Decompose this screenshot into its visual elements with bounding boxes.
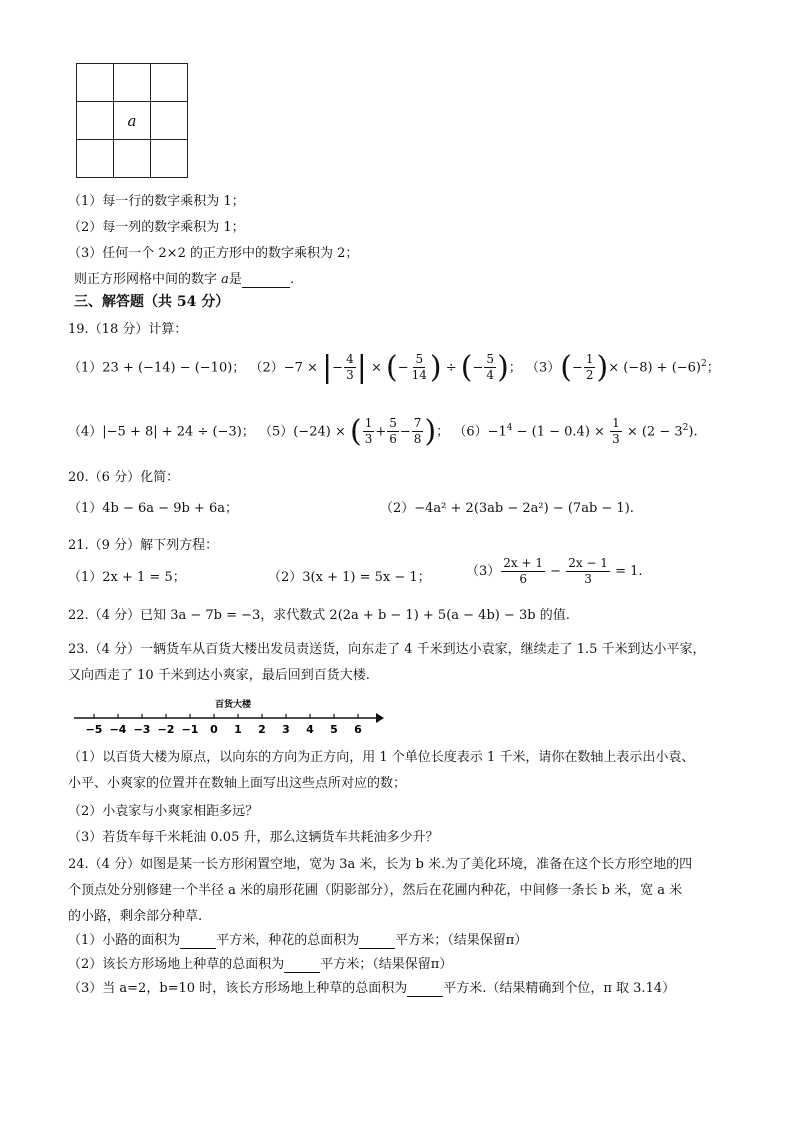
exponent: 4 (506, 423, 513, 433)
frac-num: 5 (486, 352, 495, 367)
answer-blank (180, 933, 216, 949)
q19-row2: （4）|−5 + 8| + 24 ÷ (−3)； （5）(−24) × ( $\frac{1}{3}$ + $\frac{5}{6}$ − $\frac{7}{8}$ )； $(6)-1^4 - (1 - 0.4)$ × $\frac{1}{3}$ × $(2 - 3^2)$. (68, 413, 698, 449)
fraction (484, 352, 496, 383)
q21-p3-label: （3） (466, 564, 501, 579)
paren: ) (497, 349, 509, 385)
q20-p1: （1）4b − 6a − 9b + 6a； (68, 501, 238, 516)
frac-num: 7 (413, 416, 422, 431)
q19-p2-sep: ； (508, 360, 522, 376)
q24-s2a: （2）该长方形场地上种草的总面积为 (68, 957, 285, 972)
answer-blank (407, 981, 443, 997)
q19-p1-sep: ； (232, 360, 246, 376)
q19-p4-sep: ； (241, 424, 255, 440)
q21-p2: （2）3(x + 1) = 5x − 1； (268, 570, 431, 585)
q19-p2-label: （2） (249, 360, 284, 376)
axis-tick-label: 0 (210, 723, 218, 736)
grid-cell (77, 64, 114, 102)
q19-row1: （1）23 + (−14) − (−10)； （2）−7 × |− $\frac{4}{3}$ | × (− $\frac{5}{14}$ ) ÷ (− $\frac{5}{4}$ )； （3）(− $\frac{1}{2}$ )× $(-8) + (-6)^2$； (68, 349, 720, 385)
axis-tick-label: −3 (133, 723, 151, 736)
square-grid (76, 63, 188, 178)
abs-bar: | (356, 349, 367, 385)
condition-result (74, 268, 294, 288)
q21-title: 21.（9 分）解下列方程： (68, 538, 219, 553)
q19-p3-label: （3） (525, 360, 561, 376)
axis-tick-label: 3 (282, 723, 290, 736)
q24-line2: 个顶点处分别修建一个半径 a 米的扇形花圃（阴影部分），然后在花圃内种花，中间修一条长 b 米，宽 a 米 (68, 883, 683, 898)
q19-p1-expr: 23 + (−14) − (−10) (102, 360, 233, 376)
q21-p3: （3） $\frac{2x + 1}{6}$ − $\frac{2x - 1}{3}$ = 1. (466, 556, 643, 586)
fraction (410, 352, 429, 383)
axis-tick-label: −5 (85, 723, 103, 736)
q24-s1c: 平方米；（结果保留π） (395, 933, 528, 948)
axis-tick-label: 2 (258, 723, 266, 736)
q19-p6-label: （6） (453, 424, 488, 440)
q19-p6-end: . (693, 424, 698, 440)
fraction (610, 416, 622, 447)
q19-p6-d: ) (688, 424, 694, 440)
q23-line1: 23.（4 分）一辆货车从百货大楼出发员责送货，向东走了 4 千米到达小袁家，继续走了 1.5 千米到达小平家， (68, 642, 706, 657)
q19-p4-label: （4） (68, 424, 103, 440)
q24-s3a: （3）当 a=2，b=10 时，该长方形场地上种草的总面积为 (68, 981, 408, 996)
abs-bar: | (322, 349, 333, 385)
result-var: a (221, 272, 229, 287)
frac-num: 4 (346, 352, 354, 367)
exponent: 2 (682, 423, 689, 433)
exponent: 2 (701, 359, 707, 369)
q21-p1: （1）2x + 1 = 5； (68, 570, 186, 585)
q19-title: 19.（18 分）计算： (68, 322, 188, 337)
axis-tick-label: −2 (157, 723, 175, 736)
axis-tick-label: 4 (306, 723, 314, 736)
q24-s3 (68, 977, 675, 997)
frac-den: 3 (612, 432, 620, 447)
frac-num: 1 (612, 416, 620, 431)
frac-den: 3 (364, 432, 373, 447)
q23-s1a: （1）以百货大楼为原点，以向东的方向为正方向，用 1 个单位长度表示 1 千米，请你在数轴上表示出小袁、 (68, 750, 695, 765)
paren: ( (386, 349, 398, 385)
grid-cell (151, 140, 188, 178)
frac-den: 8 (413, 432, 422, 447)
q23-s3: （3）若货车每千米耗油 0.05 升，那么这辆货车共耗油多少升？ (68, 830, 439, 845)
q24-s2 (68, 953, 452, 973)
fraction (584, 352, 596, 383)
q23-s1b: 小平、小爽家的位置并在数轴上面写出这些点所对应的数； (68, 776, 407, 791)
q19-p4-expr: |−5 + 8| + 24 ÷ (−3) (102, 424, 242, 440)
q19-p3-tail: × (−8) + (−6) (608, 360, 701, 376)
q22: 22.（4 分）已知 3a − 7b = −3，求代数式 2(2a + b − 1) + 5(a − 4b) − 3b 的值. (68, 608, 570, 623)
q24-s2b: 平方米；（结果保留π） (320, 957, 453, 972)
result-prefix: 则正方形网格中间的数字 (74, 272, 218, 287)
frac-num: 1 (364, 416, 373, 431)
frac-den: 4 (486, 368, 495, 383)
condition-2: （2）每一列的数字乘积为 1； (68, 220, 245, 235)
q23-line2: 又向西走了 10 千米到达小爽家，最后回到百货大楼. (68, 668, 370, 683)
axis-tick-label: 1 (234, 723, 242, 736)
fraction (363, 416, 375, 447)
condition-3: （3）任何一个 2×2 的正方形中的数字乘积为 2； (68, 246, 359, 261)
axis-tick-label: 6 (354, 723, 362, 736)
answer-blank (284, 957, 320, 973)
frac-den: 3 (346, 368, 354, 383)
axis-tick-label: 5 (330, 723, 338, 736)
q21-p3-tail: = 1. (615, 564, 643, 579)
axis-label: 百货大楼 (215, 700, 252, 710)
q24-s1a: （1）小路的面积为 (68, 933, 181, 948)
result-suffix: 是 (228, 272, 242, 287)
grid-cell (151, 102, 188, 140)
frac-num: 2x + 1 (503, 556, 544, 570)
number-line (70, 696, 390, 738)
fraction (344, 352, 356, 383)
fraction (501, 556, 545, 587)
grid-cell (151, 64, 188, 102)
answer-blank (242, 272, 290, 288)
fraction (412, 416, 424, 447)
fraction (387, 416, 399, 447)
grid-cell (77, 140, 114, 178)
frac-den: 6 (389, 432, 397, 447)
frac-den: 6 (519, 572, 527, 586)
answer-blank (359, 933, 395, 949)
paren: ( (349, 413, 362, 449)
paren: ( (560, 349, 572, 385)
axis-arrow-icon (376, 713, 384, 723)
condition-1: （1）每一行的数字乘积为 1； (68, 194, 245, 209)
q24-s1b: 平方米，种花的总面积为 (216, 933, 360, 948)
q24-line1: 24.（4 分）如图是某一长方形闲置空地，宽为 3a 米，长为 b 米.为了美化环境，准备在这个长方形空地的四 (68, 857, 693, 872)
q19-p5-a: (−24) × (293, 424, 350, 440)
section-title: 三、解答题（共 54 分） (74, 294, 230, 310)
q24-s1 (68, 929, 527, 949)
q19-p6-a: −1 (487, 424, 507, 440)
frac-num: 1 (585, 352, 594, 367)
q19-p6-c: × (2 − 3 (622, 424, 683, 440)
frac-num: 5 (389, 416, 397, 431)
q19-p2-a: −7 × (283, 360, 323, 376)
frac-num: 5 (415, 352, 424, 367)
q19-p3-sep: ； (706, 360, 720, 376)
q24-line3: 的小路，剩余部分种草. (68, 909, 203, 924)
grid-cell (114, 64, 151, 102)
q19-p5-sep: ； (436, 424, 450, 440)
frac-den: 14 (411, 368, 427, 383)
q20-title: 20.（6 分）化简： (68, 470, 180, 485)
paren: ) (429, 349, 442, 385)
fraction (566, 556, 610, 587)
q20-p2: （2）−4a² + 2(3ab − 2a²) − (7ab − 1). (380, 501, 634, 516)
frac-den: 3 (584, 572, 592, 586)
q19-p5-label: （5） (258, 424, 294, 440)
axis-tick-label: −4 (109, 723, 127, 736)
grid-cell (114, 140, 151, 178)
grid-cell-center: a (114, 102, 151, 140)
paren: ) (596, 349, 609, 385)
q23-s2: （2）小袁家与小爽家相距多远？ (68, 804, 259, 819)
axis-tick-label: −1 (181, 723, 199, 736)
paren: ) (424, 413, 437, 449)
frac-den: 2 (585, 368, 594, 383)
q24-s3b: 平方米.（结果精确到个位，π 取 3.14） (443, 981, 676, 996)
frac-num: 2x − 1 (568, 556, 608, 570)
result-end: . (289, 272, 295, 287)
q19-p6-b: − (1 − 0.4) × (512, 424, 610, 440)
grid-cell (77, 102, 114, 140)
q19-p1-label: （1） (68, 360, 103, 376)
paren: ( (460, 349, 473, 385)
